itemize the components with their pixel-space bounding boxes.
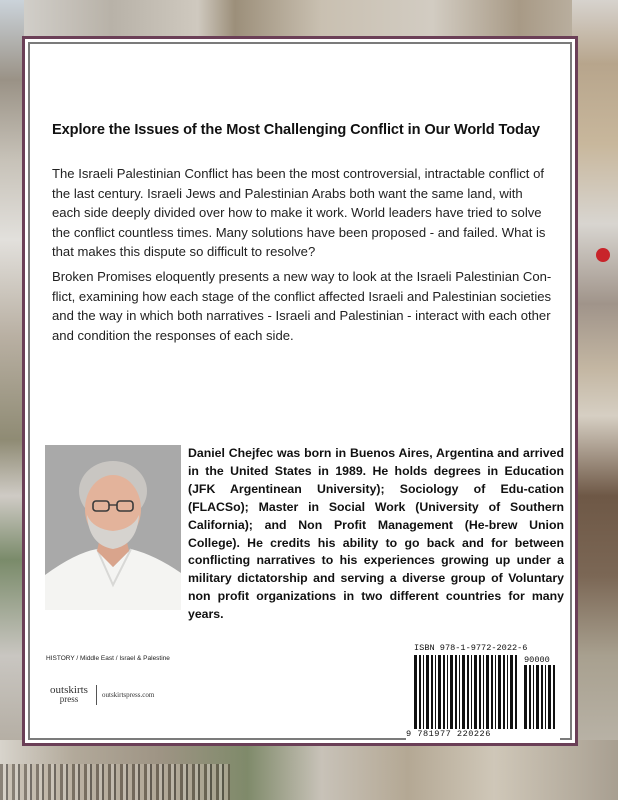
description-paragraph-2: Broken Promises eloquently presents a new way to look at the Israeli Palestinian Con-flict, examining how each stage of the conflict affected Israeli and Palestinian societies and the way in which both narratives - Israeli and Palestinian - interact with each other and condition the responses of each side. [52,269,552,343]
collage-top-photos [0,0,618,40]
price-code-text: 90000 [524,655,550,665]
book-category: HISTORY / Middle East / Israel & Palestine [46,655,170,662]
collage-right-photos [572,0,618,800]
no-entry-sign-icon [596,248,610,262]
isbn-text: ISBN 978-1-9772-2022-6 [414,643,528,653]
description-paragraph-1: The Israeli Palestinian Conflict has been the most controversial, intractable conflict of the last century. Israeli Jews and Palestinian Arabs both want the same land, with each side deeply divided over how to make it work. World leaders have tried to solve the conflict countless times. Many solutions have been proposed - and failed. What is that makes this dispute so difficult to resolve? [52,166,546,260]
isbn-barcode [406,639,560,741]
collage-left-photos [0,0,24,800]
publisher-url: outskirtspress.com [102,691,155,699]
barcode-main-bars-icon [414,655,520,729]
author-photo [45,445,181,610]
logo-line-2: press [59,694,79,704]
barcode-addon-bars-icon [524,665,558,729]
back-cover-panel [22,36,578,746]
collage-crowd-photo [0,764,230,800]
outskirts-press-logo-icon [47,686,91,704]
cover-heading: Explore the Issues of the Most Challenging Conflict in Our World Today [52,122,540,138]
logo-divider [96,685,97,705]
publisher-logo [47,685,154,705]
author-bio: Daniel Chejfec was born in Buenos Aires, Argentina and arrived in the United States in 1989. He holds degrees in Education (JFK Argentinean University); Sociology of Edu-cation (FLACSo); Master in Social Work (University of Southern California); and Non Profit Management (He-brew Union College). He credits his ability to go back and for between conflicting narratives to his experiences growing up under a military dictatorship and serving a diverse group of Voluntary non profit organizations in two different countries for many years. [188,446,564,622]
logo-line-1: outskirts [50,684,88,696]
barcode-number: 9 781977 220226 [406,729,491,739]
author-portrait-icon [45,445,181,610]
